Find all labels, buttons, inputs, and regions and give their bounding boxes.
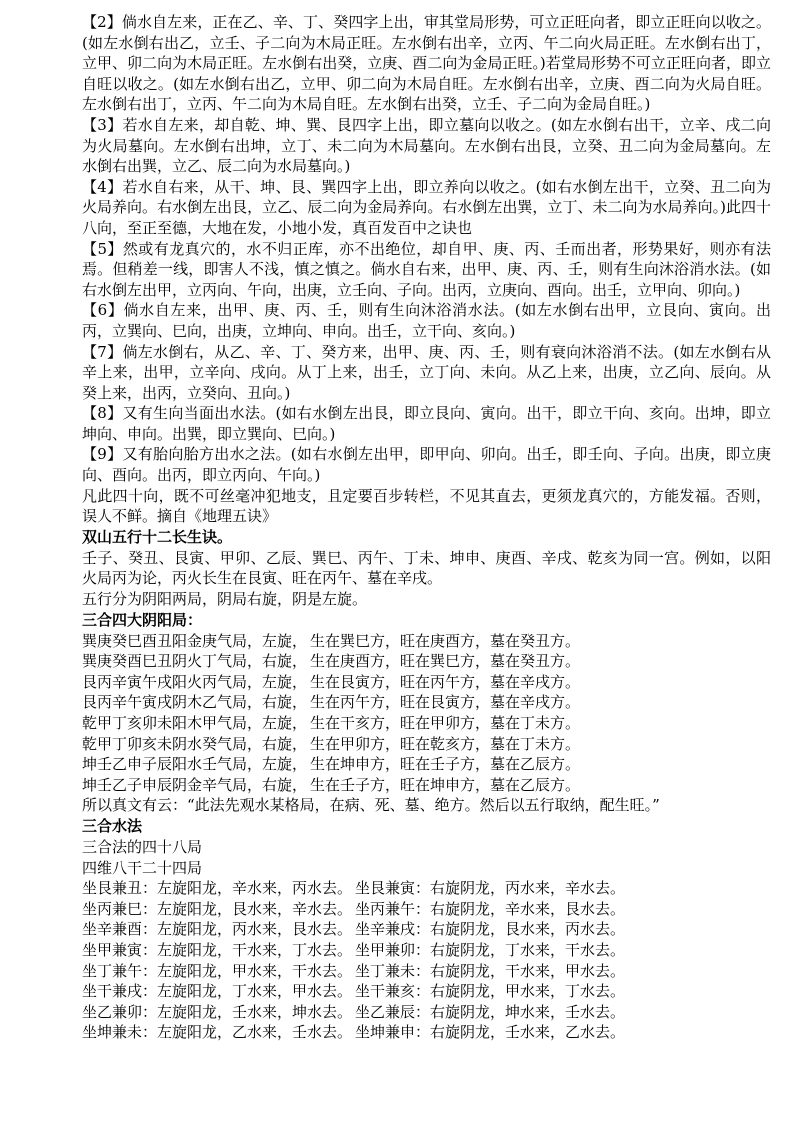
zuo-row-left: 坐干兼戌：左旋阳龙，丁水来，甲水去。 [82, 982, 353, 1001]
zuo-row [82, 981, 771, 1002]
zuo-row-left: 坐艮兼丑：左旋阳龙，辛水来，丙水去。 [82, 879, 353, 898]
zuo-row [82, 940, 771, 961]
zuo-row-right: 坐乙兼辰：右旋阴龙，坤水来，壬水去。 [355, 1002, 626, 1021]
ju-row-left: 艮丙辛午寅戌阴木乙气局，右旋， [82, 693, 308, 712]
quote-line: 所以真文有云：“此法先观水某格局，在病、死、墓、绝方。然后以五行取纳，配生旺。” [82, 796, 660, 815]
zuo-row-right: 坐丁兼未：右旋阴龙，干水来，甲水去。 [355, 961, 626, 980]
four-yin-yang-section [82, 610, 771, 816]
ju-row [82, 631, 771, 652]
section-heading: 三合四大阴阳局： [82, 610, 203, 629]
zuo-row-right: 坐丙兼午：右旋阴龙，辛水来，艮水去。 [355, 899, 626, 918]
paragraph-9: 【9】又有胎向胎方出水之法。(如右水倒左出甲，即甲向、卯向。出壬，即壬向、子向。出庚，即立庚向、酉向。出丙，即立丙向、午向。) [82, 445, 771, 485]
ju-list [82, 631, 771, 796]
zuo-row-left: 坐辛兼酉：左旋阳龙，丙水来，艮水去。 [82, 920, 353, 939]
ju-row [82, 775, 771, 796]
ju-row-right: 生在艮寅方，旺在丙午方，墓在辛戌方。 [310, 672, 581, 691]
zuo-row [82, 919, 771, 940]
zuo-row [82, 961, 771, 982]
ju-row-right: 生在干亥方，旺在甲卯方，墓在丁未方。 [310, 714, 581, 732]
ju-row-right: 生在庚酉方，旺在巽巳方，墓在癸丑方。 [310, 652, 581, 671]
ju-row-right: 生在巽巳方，旺在庚酉方，墓在癸丑方。 [310, 631, 581, 650]
zuo-row [82, 1022, 771, 1043]
paragraph-8: 【8】又有生向当面出水法。(如右水倒左出艮，即立艮向、寅向。出干，即立干向、亥向。出坤，即立坤向、申向。出巽，即立巽向、巳向。) [82, 404, 771, 443]
zuo-list [82, 878, 771, 1043]
zuo-row [82, 878, 771, 899]
ju-row-right: 生在壬子方，旺在坤申方，墓在乙辰方。 [310, 775, 581, 794]
zuo-row-right: 坐辛兼戌：右旋阴龙，艮水来，丙水去。 [355, 920, 626, 939]
ju-row-left: 巽庚癸酉巳丑阴火丁气局，右旋， [82, 652, 308, 671]
paragraph-7: 【7】倘左水倒右，从乙、辛、丁、癸方来，出甲、庚、丙、壬，则有衰向沐浴消不法。(如左水倒右从辛上来，出甲，立辛向、戌向。从丁上来，出壬，立丁向、未向。从乙上来，出庚，立乙向、辰向。从癸上来，出丙，立癸向、丑向。) [82, 342, 771, 402]
ju-row-left: 乾甲丁亥卯未阳木甲气局，左旋， [82, 714, 308, 732]
section-paragraph: 壬子、癸丑、艮寅、甲卯、乙辰、巽巳、丙午、丁未、坤申、庚酉、辛戌、乾亥为同一宫。例如，以阳火局丙为论，丙火长生在艮寅、旺在丙午、墓在辛戌。 [82, 548, 771, 588]
paragraph-3: 【3】若水自左来，却自乾、坤、巽、艮四字上出，即立墓向以收之。(如左水倒右出干，立辛、戌二向为火局墓向。左水倒右出坤，立丁、未二向为木局墓向。左水倒右出艮，立癸、丑二向为金局墓向。左水倒右出巽，立乙、辰二向为水局墓向。) [82, 115, 771, 176]
ju-row [82, 692, 771, 713]
zuo-row-left: 坐丁兼午：左旋阳龙，甲水来，干水去。 [82, 961, 353, 980]
zuo-row-left: 坐丙兼巳：左旋阳龙，艮水来，辛水去。 [82, 899, 353, 918]
section-line: 三合法的四十八局 [82, 837, 203, 856]
zuo-row [82, 1002, 771, 1023]
zuo-row-right: 坐艮兼寅：右旋阴龙，丙水来，辛水去。 [355, 879, 626, 898]
zuo-row-left: 坐坤兼未：左旋阳龙，乙水来，壬水去。 [82, 1023, 353, 1042]
ju-row [82, 713, 771, 734]
ju-row-left: 艮丙辛寅午戌阳火丙气局，左旋， [82, 672, 308, 691]
section-heading: 双山五行十二长生诀。 [82, 527, 233, 546]
zuo-row-left: 坐甲兼寅：左旋阳龙，干水来，丁水去。 [82, 940, 353, 959]
zuo-row-right: 坐干兼亥：右旋阴龙，甲水来，丁水去。 [355, 982, 626, 1001]
ju-row-right: 生在坤申方，旺在壬子方，墓在乙辰方。 [310, 755, 581, 774]
paragraph-2: 【2】倘水自左来，正在乙、辛、丁、癸四字上出，审其堂局形势，可立正旺向者，即立正旺向以收之。(如左水倒右出乙，立壬、子二向为木局正旺。左水倒右出辛，立丙、午二向火局正旺。左水倒右出丁，立甲、卯二向为木局正旺。左水倒右出癸，立庚、酉二向为金局正旺。)若堂局形势不可立正旺向者，即立自旺以收之。(如左水倒右出乙，立甲、卯二向为木局自旺。左水倒右出辛，立庚、酉二向为火局自旺。左水倒右出丁，立丙、午二向为木局自旺。左水倒右出癸，立壬、子二向为金局自旺。) [82, 13, 771, 114]
ju-row-left: 坤壬乙子申辰阴金辛气局，右旋， [82, 775, 308, 794]
zuo-row-left: 坐乙兼卯：左旋阳龙，壬水来，坤水去。 [82, 1002, 353, 1021]
ju-row [82, 734, 771, 755]
ju-row-right: 生在丙午方，旺在艮寅方，墓在辛戌方。 [310, 693, 581, 712]
closing-paragraph: 凡此四十向，既不可丝毫冲犯地支，且定要百步转栏，不见其直去，更须龙真穴的，方能发福。否则，误人不鲜。摘自《地理五诀》 [82, 486, 771, 526]
paragraph-5: 【5】然或有龙真穴的，水不归正库，亦不出绝位，却自甲、庚、丙、壬而出者，形势果好，则亦有法焉。但稍差一线，即害人不浅，慎之慎之。倘水自右来，出甲、庚、丙、壬，则有生向沐浴消水法。(如右水倒左出甲，立丙向、午向，出庚，立壬向、子向。出丙，立庚向、酉向。出壬，立甲向、卯向。) [82, 239, 771, 299]
zuo-row-right: 坐甲兼卯：右旋阴龙，丁水来，干水去。 [355, 940, 626, 959]
ju-row [82, 651, 771, 672]
paragraph-6: 【6】倘水自左来，出甲、庚、丙、壬，则有生向沐浴消水法。(如左水倒右出甲，立艮向、寅向。出丙，立巽向、巳向，出庚，立坤向、申向。出壬，立干向、亥向。) [82, 301, 771, 340]
ju-row [82, 672, 771, 693]
zuo-row [82, 899, 771, 920]
ju-row-left: 乾甲丁卯亥未阴水癸气局，右旋， [82, 734, 308, 753]
ju-row-left: 坤壬乙申子辰阳水壬气局，左旋， [82, 755, 308, 774]
sanhe-water-section [82, 816, 771, 1043]
paragraph-4: 【4】若水自右来，从干、坤、艮、巽四字上出，即立养向以收之。(如右水倒左出干，立癸、丑二向为火局养向。右水倒左出艮，立乙、辰二向为金局养向。右水倒左出巽，立丁、未二向为水局养向。)此四十八向，至正至德，大地在发，小地小发，真百发百中之诀也 [82, 177, 771, 237]
ju-row-right: 生在甲卯方，旺在乾亥方，墓在丁未方。 [310, 734, 581, 753]
ju-row-left: 巽庚癸巳酉丑阳金庚气局，左旋， [82, 631, 308, 650]
section-heading: 三合水法 [82, 816, 143, 835]
water-method-section [82, 12, 771, 527]
section-line: 五行分为阴阳两局，阴局右旋，阴是左旋。 [82, 590, 368, 609]
section-line: 四维八干二十四局 [82, 858, 203, 877]
twelve-stages-section [82, 527, 771, 610]
zuo-row-right: 坐坤兼申：右旋阴龙，壬水来，乙水去。 [355, 1023, 626, 1042]
ju-row [82, 754, 771, 775]
